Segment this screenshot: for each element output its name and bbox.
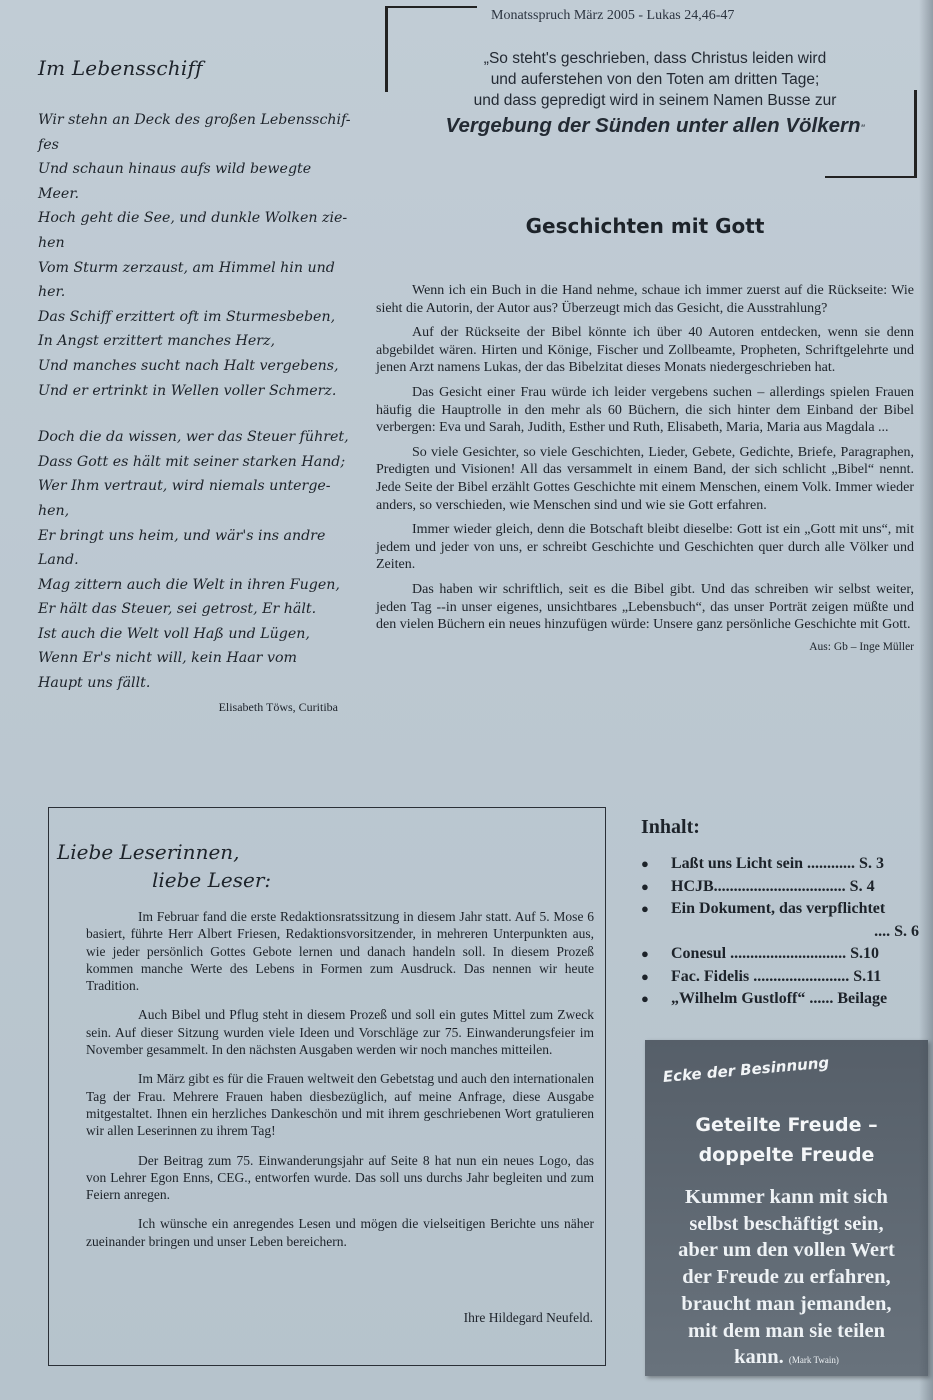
poem-line: Und manches sucht nach Halt vergebens, <box>38 357 339 374</box>
frame-corner-top-left <box>385 6 477 14</box>
poem-line: Das Schiff erzittert oft im Sturmesbeben, <box>38 308 336 325</box>
letter-paragraph: Im Februar fand die erste Redaktionsratssitzung in diesem Jahr statt. Auf 5. Mose 6 basiert, führte Herr Albert Friesen, Redaktionsvorsitzender, in mehreren Unterpunkten aus, wie jeder persönlich Gottes Gebote lernen und danach handeln soll. In diesem Prozeß kommen manche Werte des Lebens in Formen zum Ausdruck. Das nennen wir heute Tradition. <box>86 909 594 994</box>
poem-stanza-2 <box>38 425 349 696</box>
monthly-verse-quote <box>405 48 905 144</box>
poem-line: Meer. <box>38 185 80 202</box>
poem-line: Land. <box>38 552 79 569</box>
poem <box>38 56 351 715</box>
poem-line: Wir stehn an Deck des großen Lebensschif- <box>38 112 351 128</box>
toc-item[interactable] <box>641 943 923 966</box>
reflection-line: kann. <box>734 1346 784 1369</box>
article-paragraph: Das Gesicht einer Frau würde ich leider vergebens suchen – allerdings spielen Frauen häufig die Hauptrolle in den mehr als 60 Büchern, die sich hinter dem Einband der Bibel verbergen: Eva und Sarah, Judith, Esther und Ruth, Elisabeth, Maria, Maria aus Magdala ... <box>376 384 914 436</box>
toc-item[interactable] <box>641 876 923 899</box>
bullet-icon: ● <box>641 968 649 984</box>
verse-close-quote: " <box>860 123 865 135</box>
verse-emphasis-line <box>405 111 905 144</box>
toc-item-label: Laßt uns Licht sein ............ S. 3 <box>671 855 884 872</box>
editor-letter <box>48 807 606 1366</box>
verse-emphasis-text: Vergebung der Sünden unter allen Völkern <box>445 114 861 137</box>
toc-item-label: HCJB................................. S. 4 <box>671 877 875 895</box>
letter-paragraph: Im März gibt es für die Frauen weltweit den Gebetstag und auch den internationalen Tag der Frau. Mehrere Frauen haben diesbezüglich, auf meine Anfrage, diese Ausgabe mitgestaltet. Ihnen ein herzliches Dankeschön und mit ihrem geschriebenen Wort gratulieren wir allen Leserinnen zu ihrem Tag! <box>86 1071 594 1139</box>
frame-corner-right <box>910 90 917 178</box>
bullet-icon: ● <box>641 901 649 916</box>
article-paragraph: Immer wieder gleich, denn die Botschaft bleibt dieselbe: Gott ist ein „Gott mit uns“, mit jedem und jeder von uns, er schreibt Geschichte und Geschichten quer durch alle Völker und Zeiten. <box>376 522 914 573</box>
monthly-verse-box <box>385 6 917 174</box>
article-paragraph: So viele Gesichter, so viele Geschichten, Lieder, Gebete, Gedichte, Briefe, Paragraphen, Predigten und Visionen! All das versammelt in einem Band, der sich schlicht „Bibel“ nennt. Jede Seite der Bibel erzählt Gottes Geschichte mit einem Menschen, einem Volk. Immer wieder anders, so verschieden, wie Menschen sind und wie sie Gott erfahren. <box>376 444 914 513</box>
letter-paragraph: Auch Bibel und Pflug steht in diesem Prozeß und soll ein gutes Mittel zum Zweck sein. Auf dieser Sitzung wurden viele Ideen und Vorschläge zur 75. Einwanderungsfeier im November gesammelt. In den nächsten Ausgaben werden wir noch manches mitteilen. <box>86 1007 594 1058</box>
toc-item-label <box>671 898 923 943</box>
reflection-line: aber um den vollen Wert <box>678 1239 895 1262</box>
poem-line: Dass Gott es hält mit seiner starken Hand; <box>38 453 346 470</box>
greeting-line: liebe Leser: <box>152 868 272 892</box>
bullet-icon: ● <box>641 946 649 961</box>
letter-paragraph: Ich wünsche ein anregendes Lesen und mögen die vielseitigen Berichte uns näher zueinander bringen und unser Leben bereichern. <box>86 1216 594 1249</box>
reflection-title <box>645 1110 928 1170</box>
verse-line: „So steht's geschrieben, dass Christus leiden wird <box>483 50 827 67</box>
toc-item-label: Fac. Fidelis ........................ S.11 <box>671 967 882 985</box>
poem-line: Wer Ihm vertraut, wird niemals unterge- <box>38 478 331 495</box>
bullet-icon: ● <box>641 856 649 871</box>
reflection-title-line: doppelte Freude <box>698 1144 875 1166</box>
toc-item-page: .... S. 6 <box>874 922 919 940</box>
letter-body <box>86 908 594 1262</box>
article-paragraph: Wenn ich ein Buch in die Hand nehme, schaue ich immer zuerst auf die Rückseite: Wie sieht die Autorin, der Autor aus? Überzeugt mich das Gesicht, die Ausstrahlung? <box>376 283 914 316</box>
poem-line: Hoch geht die See, und dunkle Wolken zie- <box>38 210 348 227</box>
poem-line: Wenn Er's nicht will, kein Haar vom <box>38 650 297 667</box>
poem-line: Und er ertrinkt in Wellen voller Schmerz. <box>38 382 337 399</box>
toc-item-text: Ein Dokument, das verpflichtet <box>671 900 886 917</box>
reflection-line: Kummer kann mit sich <box>685 1186 888 1208</box>
article-paragraph: Auf der Rückseite der Bibel könnte ich über 40 Autoren entdecken, wenn sie denn abgebildet wären. Hirten und Könige, Fischer und Zollbeamte, Propheten, Schriftgelehrte und jenen Arzt namens Lukas, der das Bibelzitat dieses Monats niedergeschrieben hat. <box>376 325 914 376</box>
bullet-icon: ● <box>641 991 649 1006</box>
table-of-contents <box>641 816 923 1011</box>
poem-line: hen <box>38 234 65 251</box>
verse-line: und dass gepredigt wird in seinem Namen Busse zur <box>473 92 837 109</box>
poem-stanza-1 <box>38 108 351 403</box>
page-edge-shadow <box>919 0 933 1400</box>
poem-line: Er bringt uns heim, und wär's ins andre <box>38 527 326 544</box>
poem-line: Und schaun hinaus aufs wild bewegte <box>38 161 312 178</box>
poem-line: Vom Sturm zerzaust, am Himmel hin und <box>38 259 335 276</box>
toc-item-label: Conesul ............................. S.10 <box>671 945 880 962</box>
poem-line: Ist auch die Welt voll Haß und Lügen, <box>38 625 310 642</box>
frame-corner-left <box>385 6 392 92</box>
greeting-line: Liebe Leserinnen, <box>57 840 240 864</box>
poem-line: Er hält das Steuer, sei getrost, Er hält. <box>38 601 317 618</box>
reflection-line: braucht man jemanden, <box>681 1292 892 1315</box>
letter-greeting <box>57 838 271 894</box>
toc-item[interactable] <box>641 966 923 989</box>
article-paragraph: Das haben wir schriftlich, seit es die Bibel gibt. Und das schreiben wir selbst weiter, jeden Tag --in unser eigenes, unsichtbares „Lebensbuch“, das unser Porträt zeigen müßte und den vielen Büchern ein neues hinzufügen würde: Unsere ganz persönliche Geschichte mit Gott. <box>376 581 914 633</box>
toc-item-label: „Wilhelm Gustloff“ ...... Beilage <box>671 990 888 1007</box>
toc-item[interactable] <box>641 898 923 943</box>
bullet-icon: ● <box>641 878 649 894</box>
poem-line: Mag zittern auch die Welt in ihren Fugen, <box>38 576 340 593</box>
letter-signature: Ihre Hildegard Neufeld. <box>463 1310 593 1325</box>
monthly-verse-header: Monatsspruch März 2005 - Lukas 24,46-47 <box>491 8 735 23</box>
article <box>376 214 914 653</box>
poem-line: her. <box>38 284 66 301</box>
poem-line: fes <box>38 136 59 153</box>
article-title: Geschichten mit Gott <box>525 214 765 238</box>
contents-title: Inhalt: <box>641 816 700 838</box>
toc-item[interactable] <box>641 853 923 876</box>
poem-line: Haupt uns fällt. <box>38 675 151 692</box>
reflection-line: mit dem man sie teilen <box>688 1319 885 1342</box>
article-source: Aus: Gb – Inge Müller <box>809 640 914 653</box>
reflection-quote <box>651 1184 922 1374</box>
reflection-credit: (Mark Twain) <box>788 1355 839 1366</box>
reflection-label: Ecke der Besinnung <box>662 1053 830 1086</box>
toc-item[interactable] <box>641 988 923 1011</box>
poem-title: Im Lebensschiff <box>38 56 203 80</box>
reflection-box <box>645 1040 928 1376</box>
poem-line: Doch die da wissen, wer das Steuer führet, <box>38 429 349 446</box>
reflection-last-line <box>651 1344 922 1374</box>
poem-line: In Angst erzittert manches Herz, <box>38 333 276 350</box>
letter-paragraph: Der Beitrag zum 75. Einwanderungsjahr auf Seite 8 hat nun ein neues Logo, das von Lehrer Egon Enns, CEG., entworfen wurde. Das soll uns durchs Jahr begleiten und zum Feiern anregen. <box>86 1152 594 1203</box>
frame-corner-bottom-right <box>825 172 917 178</box>
reflection-line: selbst beschäftigt sein, <box>689 1212 884 1235</box>
reflection-title-line: Geteilte Freude – <box>695 1114 878 1136</box>
poem-line: hen, <box>38 502 70 519</box>
verse-line: und auferstehen von den Toten am dritten Tage; <box>490 71 820 88</box>
poem-author: Elisabeth Töws, Curitiba <box>218 699 338 714</box>
reflection-line: der Freude zu erfahren, <box>682 1266 891 1289</box>
